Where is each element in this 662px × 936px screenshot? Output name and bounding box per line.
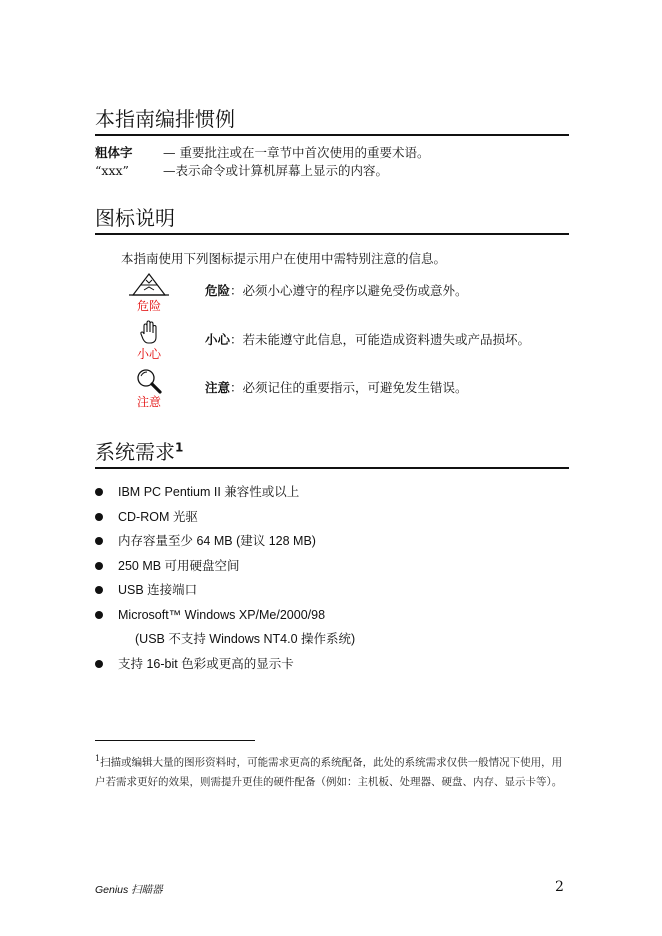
convention-desc: — 重要批注或在一章节中首次使用的重要术语。 <box>163 145 430 160</box>
requirements-sub-note: (USB 不支持 Windows NT4.0 操作系统) <box>135 632 356 646</box>
icon-label: 小心 <box>205 332 231 347</box>
footer-product-name: Genius 扫瞄器 <box>95 884 163 896</box>
icon-caption: 小心 <box>136 347 161 361</box>
convention-term: 粗体字 <box>95 145 133 160</box>
icon-text: ：若未能遵守此信息，可能造成资料遗失或产品损坏。 <box>230 332 531 347</box>
convention-desc: —表示命令或计算机屏幕上显示的内容。 <box>163 163 389 178</box>
icon-caption: 危险 <box>136 299 161 313</box>
requirements-heading <box>95 440 569 469</box>
footnote-mark: 1 <box>95 754 101 763</box>
list-item-text: 内存容量至少 64 MB (建议 128 MB) <box>118 534 316 548</box>
icons-title: 图标说明 <box>95 206 175 230</box>
footnote <box>95 749 563 792</box>
list-item-text: CD-ROM 光驱 <box>118 509 198 524</box>
conventions-title: 本指南编排惯例 <box>95 107 235 131</box>
page-number: 2 <box>555 879 564 895</box>
icon-text: ：必须记住的重要指示，可避免发生错误。 <box>230 380 468 395</box>
list-item-text: IBM PC Pentium II 兼容性或以上 <box>118 485 300 499</box>
list-item-text: 支持 16-bit 色彩或更高的显示卡 <box>118 656 294 671</box>
footnote-divider <box>95 740 255 741</box>
warning-triangle-icon <box>127 272 171 298</box>
footnote-text: 扫描或编辑大量的图形资料时，可能需求更高的系统配备，此处的系统需求仅供一般情况下使用，用户若需求更好的效果，则需提升更佳的硬件配备（例如：主机板、处理器、硬盘、内存、显示卡等）。 <box>95 756 563 788</box>
icon-description <box>205 282 468 300</box>
icon-description <box>205 379 468 397</box>
list-item-text: Microsoft™ Windows XP/Me/2000/98 <box>118 607 326 622</box>
bullet-icon <box>95 611 103 619</box>
hand-stop-icon <box>139 320 159 346</box>
bullet-icon <box>95 513 103 521</box>
convention-term: “xxx” <box>95 163 129 178</box>
icon-item-danger <box>125 272 173 313</box>
convention-row <box>95 144 429 162</box>
icon-description <box>205 331 530 349</box>
convention-row <box>95 162 388 180</box>
bullet-icon <box>95 660 103 668</box>
requirements-title: 系统需求 <box>95 440 175 464</box>
icon-caption: 注意 <box>136 395 161 409</box>
list-item-text: USB 连接端口 <box>118 583 198 597</box>
icon-label: 危险 <box>205 283 231 298</box>
icons-intro: 本指南使用下列图标提示用户在使用中需特别注意的信息。 <box>121 251 447 266</box>
icons-heading <box>95 206 569 235</box>
bullet-icon <box>95 586 103 594</box>
bullet-icon <box>95 537 103 545</box>
bullet-icon <box>95 488 103 496</box>
list-item-text: 250 MB 可用硬盘空间 <box>118 558 240 573</box>
icon-label: 注意 <box>205 380 231 395</box>
footnote-reference: 1 <box>175 440 184 455</box>
icon-item-caution <box>125 320 173 361</box>
icon-item-note <box>125 368 173 409</box>
bullet-icon <box>95 562 103 570</box>
magnifier-icon <box>135 368 163 394</box>
icon-text: ：必须小心遵守的程序以避免受伤或意外。 <box>230 283 468 298</box>
conventions-heading <box>95 107 569 136</box>
